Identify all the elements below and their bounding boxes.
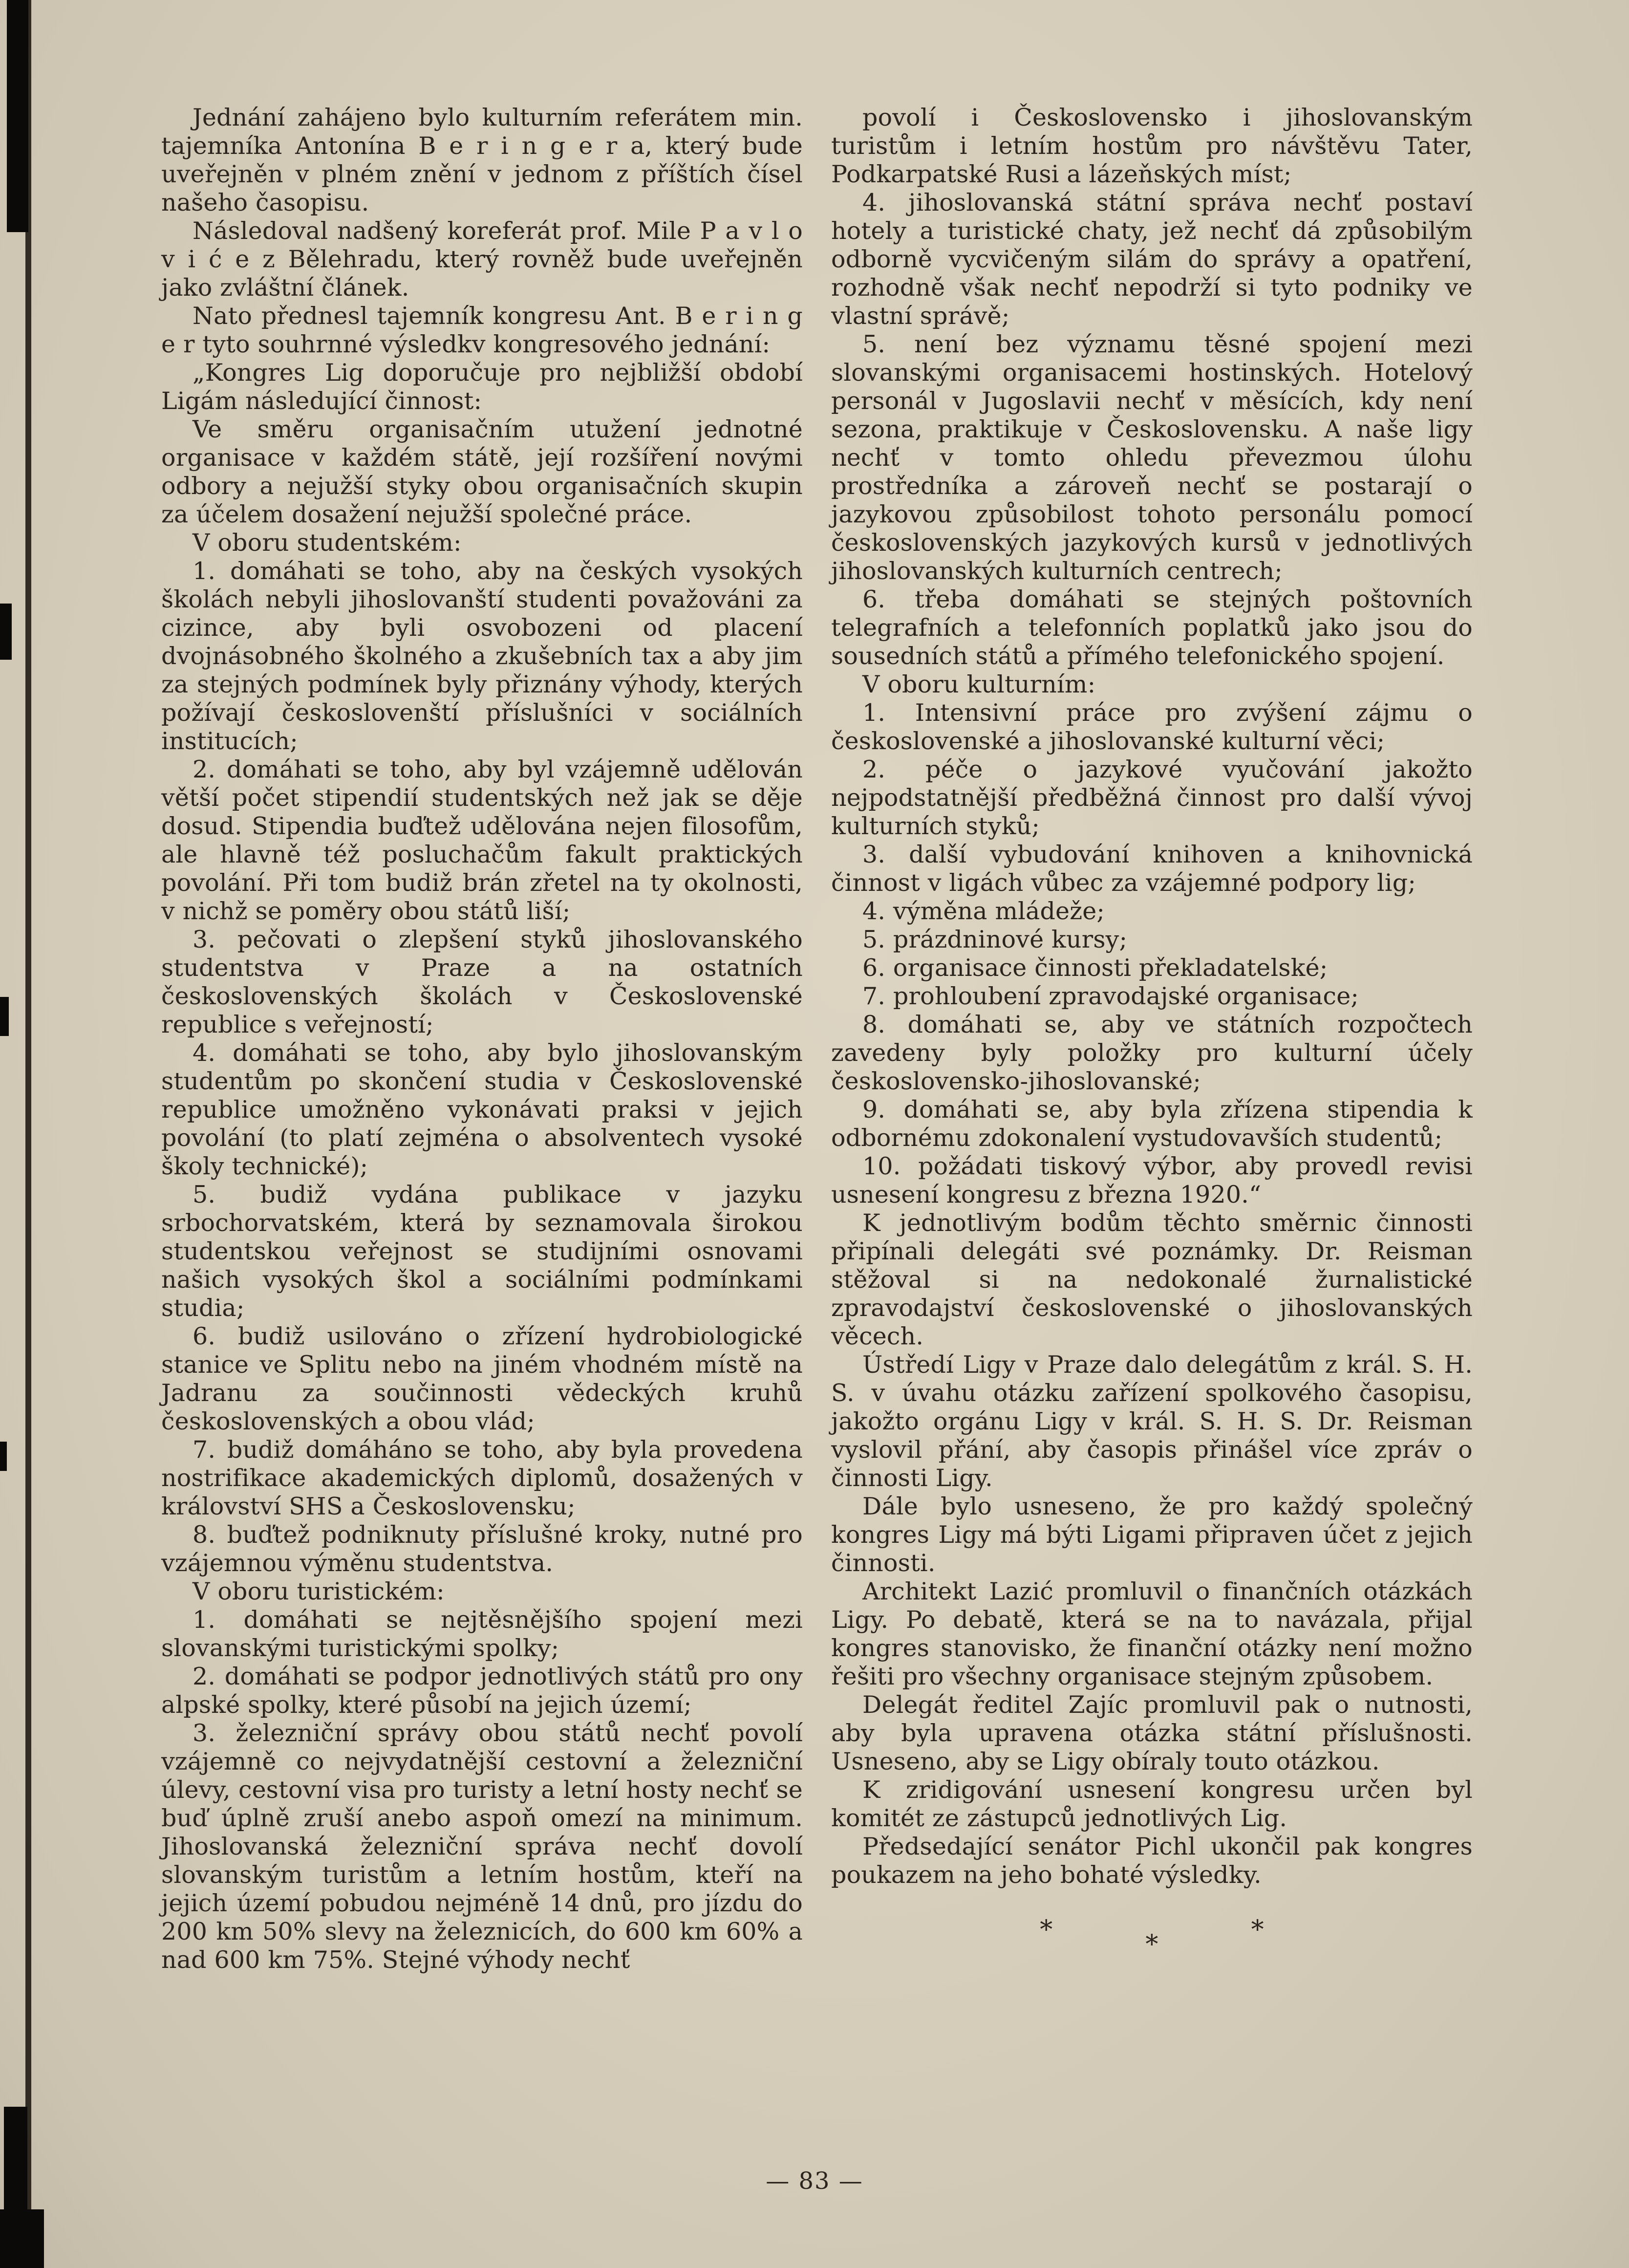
- page-content: [161, 104, 1473, 1974]
- paragraph: V oboru kulturním:: [862, 670, 1096, 698]
- paragraph: V oboru studentském:: [193, 529, 462, 557]
- paragraph: V oboru turistickém:: [193, 1577, 445, 1605]
- paragraph: Ústředí Ligy v Praze dalo delegátům z král. S. H. S. v úvahu otázku zařízení spolkového časopisu, jakožto orgánu Ligy v král. S. H. S. Dr. Reisman vyslovil přání, aby časopis přinášel více zpráv o činnosti Ligy.: [831, 1351, 1473, 1492]
- paragraph: 8. domáhati se, aby ve státních rozpočtech zavedeny byly položky pro kulturní účely československo-jihoslovanské;: [831, 1011, 1473, 1095]
- paragraph: 3. pečovati o zlepšení styků jihoslovanského studentstva v Praze a na ostatních československých školách v Československé republice s veřejností;: [161, 926, 803, 1038]
- paragraph: 1. domáhati se nejtěsnějšího spojení mezi slovanskými turistickými spolky;: [161, 1606, 803, 1662]
- scan-artifact-corner: [0, 2209, 44, 2268]
- asterisk: *: [1145, 1930, 1158, 1959]
- paragraph: 9. domáhati se, aby byla zřízena stipendia k odbornému zdokonalení vystudovavších studentů;: [831, 1096, 1473, 1152]
- asterisk: *: [1251, 1915, 1264, 1944]
- paragraph: Jednání zahájeno bylo kulturním referátem min. tajemníka Antonína B e r i n g e r a, který bude uveřejněn v plném znění v jednom z příštích čísel našeho časopisu.: [161, 104, 803, 216]
- paragraph: Následoval nadšený koreferát prof. Mile P a v l o v i ć e z Bělehradu, který rovněž bude uveřejněn jako zvláštní článek.: [161, 217, 803, 302]
- asterisk-separator: [831, 1915, 1473, 1959]
- paragraph: „Kongres Lig doporučuje pro nejbližší období Ligám následující činnost:: [161, 359, 803, 415]
- paragraph: Delegát ředitel Zajíc promluvil pak o nutnosti, aby byla upravena otázka státní příslušnosti. Usneseno, aby se Ligy obíraly touto otázkou.: [831, 1691, 1473, 1775]
- paragraph: 1. domáhati se toho, aby na českých vysokých školách nebyli jihoslovanští studenti považováni za cizince, aby byli osvobozeni od placení dvojnásobného školného a zkušebních tax a aby jim za stejných podmínek byly přiznány výhody, kterých požívají českoslovenští příslušníci v sociálních institucích;: [161, 557, 803, 755]
- paragraph: 7. prohloubení zpravodajské organisace;: [862, 982, 1359, 1010]
- paragraph: 5. budiž vydána publikace v jazyku srbochorvatském, která by seznamovala širokou studentskou veřejnost se studijními osnovami našich vysokých škol a sociálními podmínkami studia;: [161, 1181, 803, 1322]
- asterisk: *: [1040, 1915, 1053, 1944]
- paragraph: 10. požádati tiskový výbor, aby provedl revisi usnesení kongresu z března 1920.“: [831, 1152, 1473, 1209]
- paragraph: 6. třeba domáhati se stejných poštovních telegrafních a telefonních poplatků jako jsou do sousedních států a přímého telefonického spojení.: [831, 585, 1473, 670]
- paragraph: Předsedající senátor Pichl ukončil pak kongres poukazem na jeho bohaté výsledky.: [831, 1833, 1473, 1889]
- scan-artifact-top: [7, 0, 28, 232]
- paragraph: 6. budiž usilováno o zřízení hydrobiologické stanice ve Splitu nebo na jiném vhodném místě na Jadranu za součinnosti vědeckých kruhů československých a obou vlád;: [161, 1322, 803, 1435]
- scan-artifact-left-a: [0, 604, 12, 660]
- paragraph: 6. organisace činnosti překladatelské;: [862, 954, 1328, 982]
- text-column-right-paragraphs: [831, 104, 1473, 1889]
- page-number: — 83 —: [766, 2167, 863, 2195]
- paragraph: 3. železniční správy obou států nechť povolí vzájemně co nejvydatnější cestovní a železniční úlevy, cestovní visa pro turisty a letní hosty nechť se buď úplně zruší anebo aspoň omezí na minimum. Jihoslovanská železniční správa nechť dovolí slovanským turistům a letním hostům, kteří na jejich území pobudou nejméně 14 dnů, pro jízdu do 200 km 50% slevy na železnicích, do 600 km 60% a nad 600 km 75%. Stejné výhody nechť: [161, 1719, 803, 1974]
- paragraph: 2. domáhati se podpor jednotlivých států pro ony alpské spolky, které působí na jejich území;: [161, 1663, 803, 1719]
- paragraph: Nato přednesl tajemník kongresu Ant. B e r i n g e r tyto souhrnné výsledkv kongresového jednání:: [161, 302, 803, 358]
- paragraph: povolí i Československo i jihoslovanským turistům i letním hostům pro návštěvu Tater, Podkarpatské Rusi a lázeňských míst;: [831, 104, 1473, 188]
- scan-artifact-left-c: [0, 1442, 7, 1471]
- paragraph: 4. domáhati se toho, aby bylo jihoslovanským studentům po skončení studia v Československé republice umožněno vykonávati praksi v jejich povolání (to platí zejména o absolventech vysoké školy technické);: [161, 1039, 803, 1180]
- paragraph: Dále bylo usneseno, že pro každý společný kongres Ligy má býti Ligami připraven účet z jejich činnosti.: [831, 1492, 1473, 1577]
- paragraph: Ve směru organisačním utužení jednotné organisace v každém státě, její rozšíření novými odbory a nejužší styky obou organisačních skupin za účelem dosažení nejužší společné práce.: [161, 415, 803, 528]
- paragraph: 4. výměna mládeže;: [862, 897, 1105, 925]
- paragraph: 5. prázdninové kursy;: [862, 926, 1128, 953]
- text-column-left: [161, 104, 803, 1974]
- paragraph: 4. jihoslovanská státní správa nechť postaví hotely a turistické chaty, jež nechť dá způsobilým odborně vycvičeným silám do správy a opatření, rozhodně však nechť nepodrží si tyto podniky ve vlastní správě;: [831, 189, 1473, 330]
- paragraph: 5. není bez významu těsné spojení mezi slovanskými organisacemi hostinských. Hotelový personál v Jugoslavii nechť v měsících, kdy není sezona, praktikuje v Československu. A naše ligy nechť v tomto ohledu převezmou úlohu prostředníka a zároveň nechť se postarají o jazykovou způsobilost tohoto personálu pomocí československých jazykových kursů v jednotlivých jihoslovanských kulturních centrech;: [831, 330, 1473, 585]
- paragraph: K jednotlivým bodům těchto směrnic činnosti připínali delegáti své poznámky. Dr. Reisman stěžoval si na nedokonalé žurnalistické zpravodajství československé o jihoslovanských věcech.: [831, 1209, 1473, 1350]
- scan-artifact-left-b: [0, 997, 9, 1036]
- paragraph: 2. péče o jazykové vyučování jakožto nejpodstatnější předběžná činnost pro další vývoj kulturních styků;: [831, 756, 1473, 840]
- text-column-right: [831, 104, 1473, 1974]
- paragraph: 8. buďtež podniknuty příslušné kroky, nutné pro vzájemnou výměnu studentstva.: [161, 1521, 803, 1577]
- paragraph: Architekt Lazić promluvil o finančních otázkách Ligy. Po debatě, která se na to navázala, přijal kongres stanovisko, že finanční otázky není možno řešiti pro všechny organisace stejným způsobem.: [831, 1577, 1473, 1690]
- binding-edge-line: [25, 0, 31, 2268]
- paragraph: 1. Intensivní práce pro zvýšení zájmu o československé a jihoslovanské kulturní věci;: [831, 699, 1473, 755]
- paragraph: 3. další vybudování knihoven a knihovnická činnost v ligách vůbec za vzájemné podpory lig;: [831, 841, 1473, 897]
- paragraph: 2. domáhati se toho, aby byl vzájemně udělován větší počet stipendií studentských než jak se děje dosud. Stipendia buďtež udělována nejen filosofům, ale hlavně též posluchačům fakult praktických povolání. Při tom budiž brán zřetel na ty okolnosti, v nichž se poměry obou států liší;: [161, 756, 803, 925]
- paragraph: K zridigování usnesení kongresu určen byl komitét ze zástupců jednotlivých Lig.: [831, 1776, 1473, 1832]
- paragraph: 7. budiž domáháno se toho, aby byla provedena nostrifikace akademických diplomů, dosažených v království SHS a Československu;: [161, 1436, 803, 1520]
